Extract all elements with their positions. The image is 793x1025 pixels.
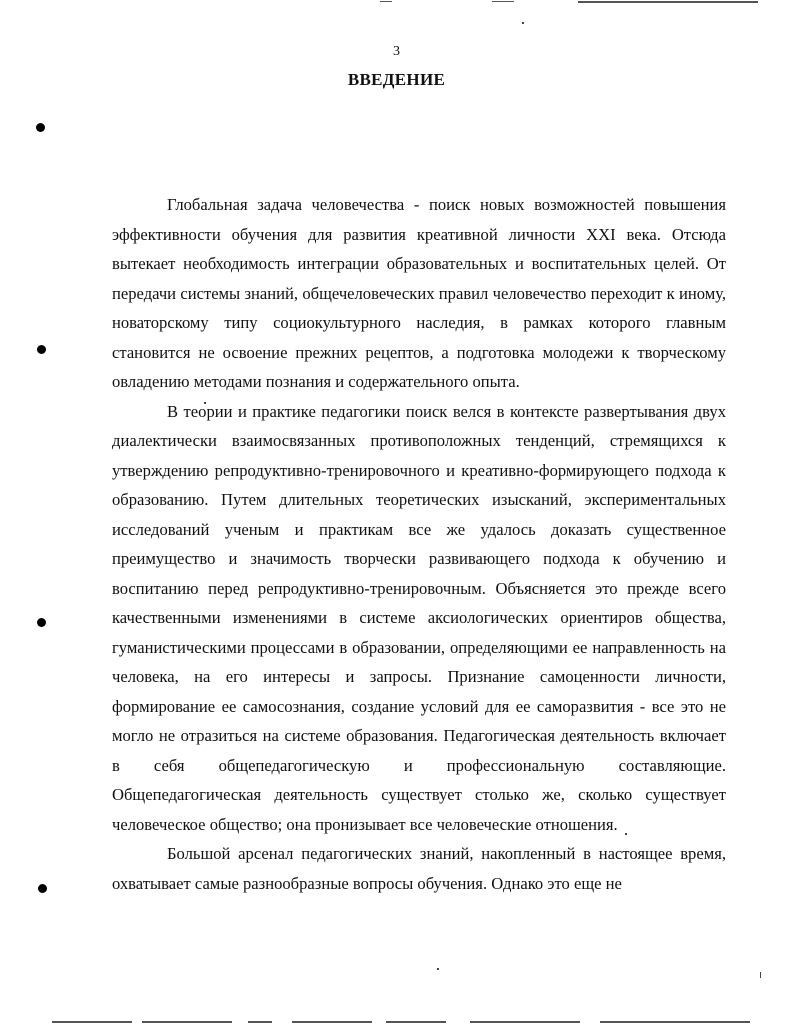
body-text: [112, 190, 726, 898]
punch-hole-mark: [36, 123, 45, 132]
scan-edge-line-bottom: [600, 1021, 750, 1023]
scan-edge-line-bottom: [52, 1021, 132, 1023]
paragraph: Большой арсенал педагогических знаний, накопленный в настоящее время, охватывает самые разнообразные вопросы обучения. Однако это еще не: [112, 844, 726, 893]
scan-edge-line-bottom: [248, 1021, 272, 1023]
scan-speck: [760, 972, 761, 978]
scan-edge-line-bottom: [470, 1021, 580, 1023]
scan-edge-line-top: [578, 1, 758, 3]
scan-speck: [437, 968, 439, 970]
scan-edge-line-bottom: [386, 1021, 446, 1023]
scan-edge-line-bottom: [142, 1021, 232, 1023]
scan-edge-line-bottom: [292, 1021, 372, 1023]
punch-hole-mark: [38, 884, 47, 893]
scan-edge-line-top: [492, 1, 514, 2]
paragraph: Глобальная задача человечества - поиск новых возможностей повышения эффективности обучения для развития креативной личности XXI века. Отсюда вытекает необходимость интеграции образовательных и воспитательных целей. От передачи системы знаний, общечеловеческих правил человечество переходит к иному, новаторскому типу социокультурного наследия, в рамках которого главным становится не освоение прежних рецептов, а подготовка молодежи к творческому овладению методами познания и содержательного опыта.: [112, 195, 726, 391]
punch-hole-mark: [37, 618, 46, 627]
punch-hole-mark: [37, 345, 46, 354]
paragraph: В теории и практике педагогики поиск велся в контексте развертывания двух диалектически взаимосвязанных противоположных тенденций, стремящихся к утверждению репродуктивно-тренировочного и креативно-формирующего подхода к образованию. Путем длительных теоретических изысканий, экспериментальных исследований ученым и практикам все же удалось доказать существенное преимущество и значимость творчески развивающего подхода к обучению и воспитанию перед репродуктивно-тренировочным. Объясняется это прежде всего качественными изменениями в системе аксиологических ориентиров общества, гуманистическими процессами в образовании, определяющими ее направленность на человека, на его интересы и запросы. Признание самоценности личности, формирование ее самосознания, создание условий для ее саморазвития - все это не могло не отразиться на системе образования. Педагогическая деятельность включает в себя общепедагогическую и профессиональную составляющие. Общепедагогическая деятельность существует столько же, сколько существует человеческое общество; она пронизывает все человеческие отношения.: [112, 401, 726, 834]
scan-speck: [522, 22, 524, 24]
scan-edge-line-top: [380, 1, 392, 2]
page-number: 3: [393, 44, 400, 59]
page-title: ВВЕДЕНИЕ: [347, 70, 446, 89]
